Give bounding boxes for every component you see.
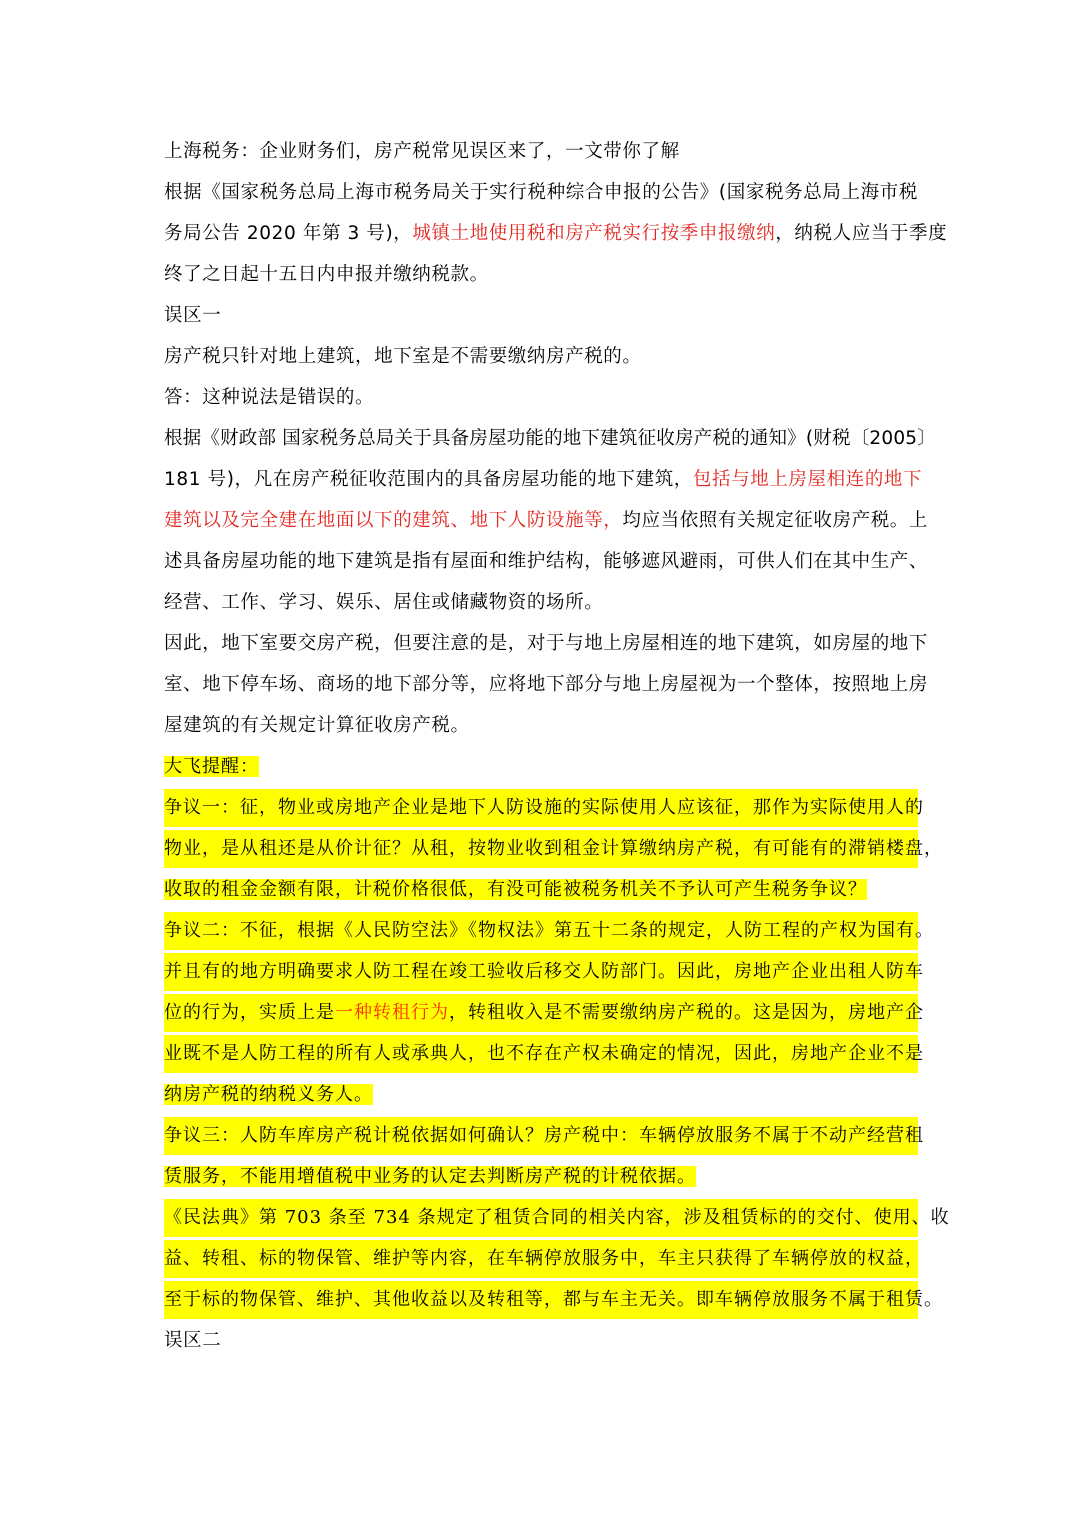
highlight-line: 业既不是人防工程的所有人或承典人，也不存在产权未确定的情况，因此，房地产企业不是 (164, 1035, 918, 1073)
paragraph-line: 室、地下停车场、商场的地下部分等，应将地下部分与地上房屋视为一个整体，按照地上房 (164, 674, 929, 695)
paragraph-line: 经营、工作、学习、娱乐、居住或储藏物资的场所。 (164, 592, 604, 613)
highlight-line: 物业，是从租还是从价计征？从租，按物业收到租金计算缴纳房产税，有可能有的滞销楼盘， (164, 830, 918, 868)
highlight-line (164, 871, 918, 909)
highlight-line: 益、转租、标的物保管、维护等内容，在车辆停放服务中，车主只获得了车辆停放的权益， (164, 1240, 918, 1278)
reminder-heading: 大飞提醒： (164, 756, 259, 777)
highlight-line (164, 994, 924, 1032)
text-span: 均应当依照有关规定征收房产税。上 (622, 510, 929, 531)
red-emphasis-text: 建筑以及完全建在地面以下的建筑、地下人防设施等， (164, 510, 623, 531)
highlight-text: 赁服务，不能用增值税中业务的认定去判断房产税的计税依据。 (164, 1166, 696, 1187)
highlight-line: 争议一：征，物业或房地产企业是地下人防设施的实际使用人应该征，那作为实际使用人的 (164, 789, 918, 827)
paragraph-line: 终了之日起十五日内申报并缴纳税款。 (164, 264, 489, 285)
paragraph-line: 答：这种说法是错误的。 (164, 387, 375, 408)
text-span: 务局公告 2020 年第 3 号)， (164, 223, 413, 244)
text-span: ，纳税人应当于季度 (775, 223, 948, 244)
highlight-text: 收取的租金金额有限，计税价格很低，有没可能被税务机关不予认可产生税务争议？ (164, 879, 867, 900)
highlight-line (164, 1076, 918, 1114)
paragraph-line: 房产税只针对地上建筑，地下室是不需要缴纳房产税的。 (164, 346, 642, 367)
paragraph-line: 述具备房屋功能的地下建筑是指有屋面和维护结构，能够遮风避雨，可供人们在其中生产、 (164, 551, 929, 572)
text-span: ，转租收入是不需要缴纳房产税的。这是因为，房地产企 (449, 1002, 924, 1023)
article-body (164, 133, 950, 1360)
section-heading-1: 误区一 (164, 305, 222, 326)
paragraph-line: 根据《财政部 国家税务总局关于具备房屋功能的地下建筑征收房产税的通知》(财税〔2005〕 (164, 428, 936, 449)
paragraph-line: 屋建筑的有关规定计算征收房产税。 (164, 715, 470, 736)
text-span: 181 号)，凡在房产税征收范围内的具备房屋功能的地下建筑， (164, 469, 693, 490)
highlight-line: 争议二：不征，根据《人民防空法》《物权法》第五十二条的规定，人防工程的产权为国有。 (164, 912, 918, 950)
paragraph-line (164, 461, 923, 499)
highlight-line: 《民法典》第 703 条至 734 条规定了租赁合同的相关内容，涉及租赁标的的交付、使用、收 (164, 1199, 918, 1237)
highlight-line: 争议三：人防车库房产税计税依据如何确认？房产税中：车辆停放服务不属于不动产经营租 (164, 1117, 918, 1155)
paragraph-line (164, 215, 948, 253)
article-title: 上海税务：企业财务们，房产税常见误区来了，一文带你了解 (164, 141, 680, 162)
section-heading-2: 误区二 (164, 1330, 222, 1351)
orange-emphasis-text: 一种转租行为 (335, 1002, 449, 1023)
paragraph-line: 因此，地下室要交房产税，但要注意的是，对于与地上房屋相连的地下建筑，如房屋的地下 (164, 633, 929, 654)
text-span: 位的行为，实质上是 (164, 1002, 335, 1023)
highlight-line (164, 748, 918, 786)
highlight-line: 并且有的地方明确要求人防工程在竣工验收后移交人防部门。因此，房地产企业出租人防车 (164, 953, 918, 991)
red-emphasis-text: 城镇土地使用税和房产税实行按季申报缴纳 (412, 223, 776, 244)
paragraph-line: 根据《国家税务总局上海市税务局关于实行税种综合申报的公告》(国家税务总局上海市税 (164, 182, 918, 203)
highlight-text: 纳房产税的纳税义务人。 (164, 1084, 373, 1105)
paragraph-line (164, 502, 929, 540)
highlight-line (164, 1158, 918, 1196)
red-emphasis-text: 包括与地上房屋相连的地下 (692, 469, 923, 490)
highlight-line: 至于标的物保管、维护、其他收益以及转租等，都与车主无关。即车辆停放服务不属于租赁。 (164, 1281, 918, 1319)
